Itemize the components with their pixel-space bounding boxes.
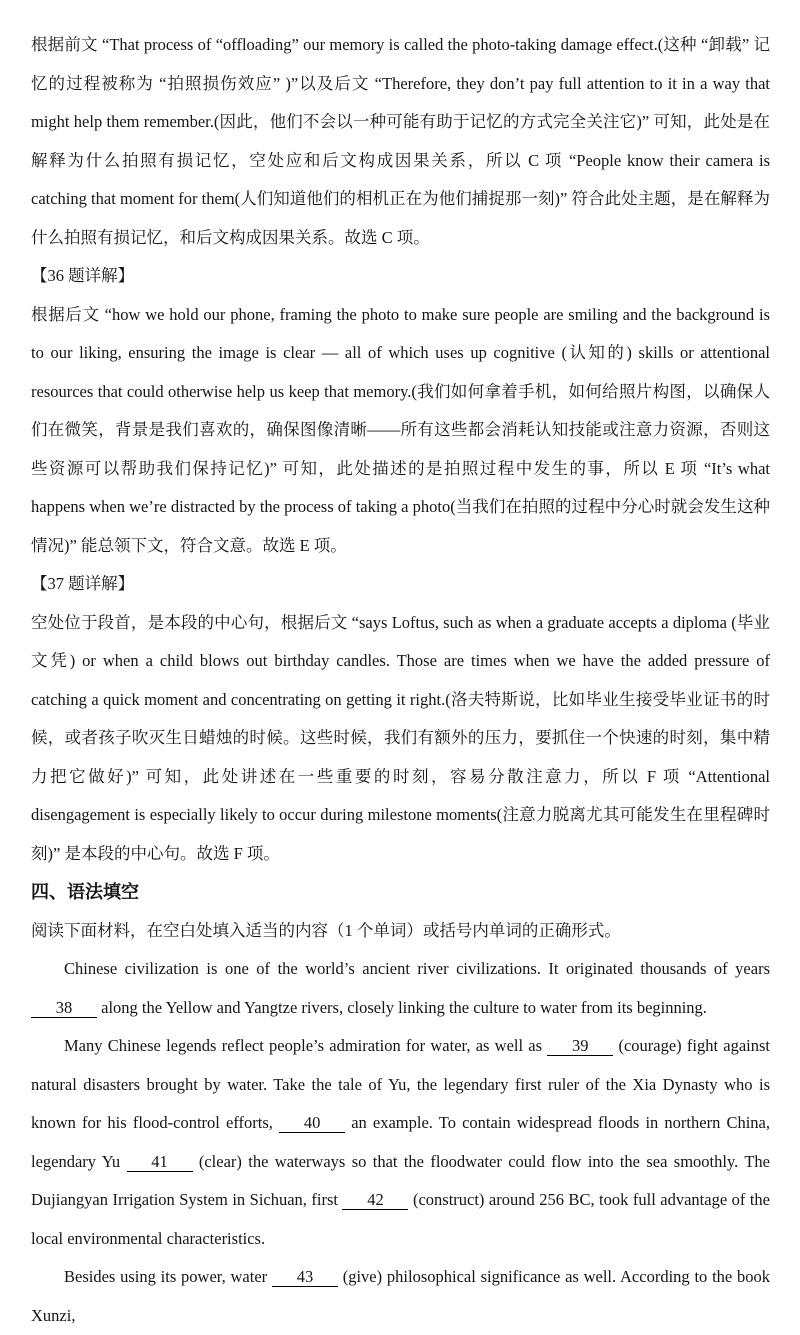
passage-text: (give) philosophical significance as well. According to the book Xunzi, xyxy=(31,1267,771,1325)
blank-41: 41 xyxy=(127,1152,193,1172)
passage-text: (courage) fight against natural disasters brought by water. Take the tale of Yu, the legendary first ruler of the Xia Dynasty who is known for his flood-control efforts, xyxy=(31,1036,770,1132)
blank-40: 40 xyxy=(279,1113,345,1133)
passage-paragraph-3 xyxy=(31,1258,770,1335)
passage-paragraph-1 xyxy=(31,950,770,1027)
passage-text: (clear) the waterways so that the floodwater could flow into the sea smoothly. The Dujiangyan Irrigation System in Sichuan, first xyxy=(31,1151,770,1209)
q37-explanation-paragraph: 空处位于段首，是本段的中心句，根据后文 “says Loftus, such as when a graduate accepts a diploma (毕业文凭) or when a child blows out birthday candles. Those are times when we have the added pressure of catching a quick moment and concentrating on getting it right.(洛夫特斯说，比如毕业生接受毕业证书的时候，或者孩子吹灭生日蜡烛的时候。这些时候，我们有额外的压力，要抓住一个快速的时刻，集中精力把它做好)” 可知，此处讲述在一些重要的时刻，容易分散注意力，所以 F 项 “Attentional disengagement is especially likely to occur during milestone moments(注意力脱离尤其可能发生在里程碑时刻)” 是本段的中心句。故选 F 项。 xyxy=(31,612,770,863)
q35-explanation-paragraph: 根据前文 “That process of “offloading” our memory is called the photo-taking damage effect.(这种 “卸载” 记忆的过程被称为 “拍照损伤效应” )”以及后文 “Therefore, they don’t pay full attention to it in a way that might help them remember.(因此，他们不会以一种可能有助于记忆的方式完全关注它)” 可知，此处是在解释为什么拍照有损记忆，空处应和后文构成因果关系，所以 C 项 “People know their camera is catching that moment for them(人们知道他们的相机正在为他们捕捉那一刻)” 符合此处主题，是在解释为什么拍照有损记忆，和后文构成因果关系。故选 C 项。 xyxy=(31,35,770,247)
blank-39: 39 xyxy=(547,1036,613,1056)
passage-text: (construct) around 256 BC, took full advantage of the local environmental characteristics. xyxy=(31,1190,771,1248)
grammar-section-title: 四、语法填空 xyxy=(31,882,139,902)
q36-explanation-paragraph: 根据后文 “how we hold our phone, framing the photo to make sure people are smiling and the background is to our liking, ensuring the image is clear — all of which uses up cognitive (认知的) skills or attentional resources that could otherwise help us keep that memory.(我们如何拿着手机，如何给照片构图，以确保人们在微笑，背景是我们喜欢的，确保图像清晰——所有这些都会消耗认知技能或注意力资源，否则这些资源可以帮助我们保持记忆)” 可知，此处描述的是拍照过程中发生的事，所以 E 项 “It’s what happens when we’re distracted by the process of taking a photo(当我们在拍照的过程中分心时就会发生这种情况)” 能总领下文，符合文意。故选 E 项。 xyxy=(31,304,770,555)
blank-38: 38 xyxy=(31,998,97,1018)
passage-text: Many Chinese legends reflect people’s admiration for water, as well as xyxy=(64,1036,548,1055)
passage-text: an example. To contain widespread floods in northern China, legendary Yu xyxy=(31,1113,770,1171)
blank-42: 42 xyxy=(342,1190,408,1210)
passage-text: along the Yellow and Yangtze rivers, closely linking the culture to water from its beginning. xyxy=(97,997,707,1017)
q36-detail-heading: 【36 题详解】 xyxy=(31,266,135,285)
blank-43: 43 xyxy=(272,1267,338,1287)
grammar-section-instruction: 阅读下面材料，在空白处填入适当的内容（1 个单词）或括号内单词的正确形式。 xyxy=(31,920,621,940)
passage-paragraph-2 xyxy=(31,1027,770,1258)
passage-text: Besides using its power, water xyxy=(64,1267,272,1286)
passage-text: Chinese civilization is one of the world’s ancient river civilizations. It originated thousands of years xyxy=(64,959,770,978)
q37-detail-heading: 【37 题详解】 xyxy=(31,574,135,593)
